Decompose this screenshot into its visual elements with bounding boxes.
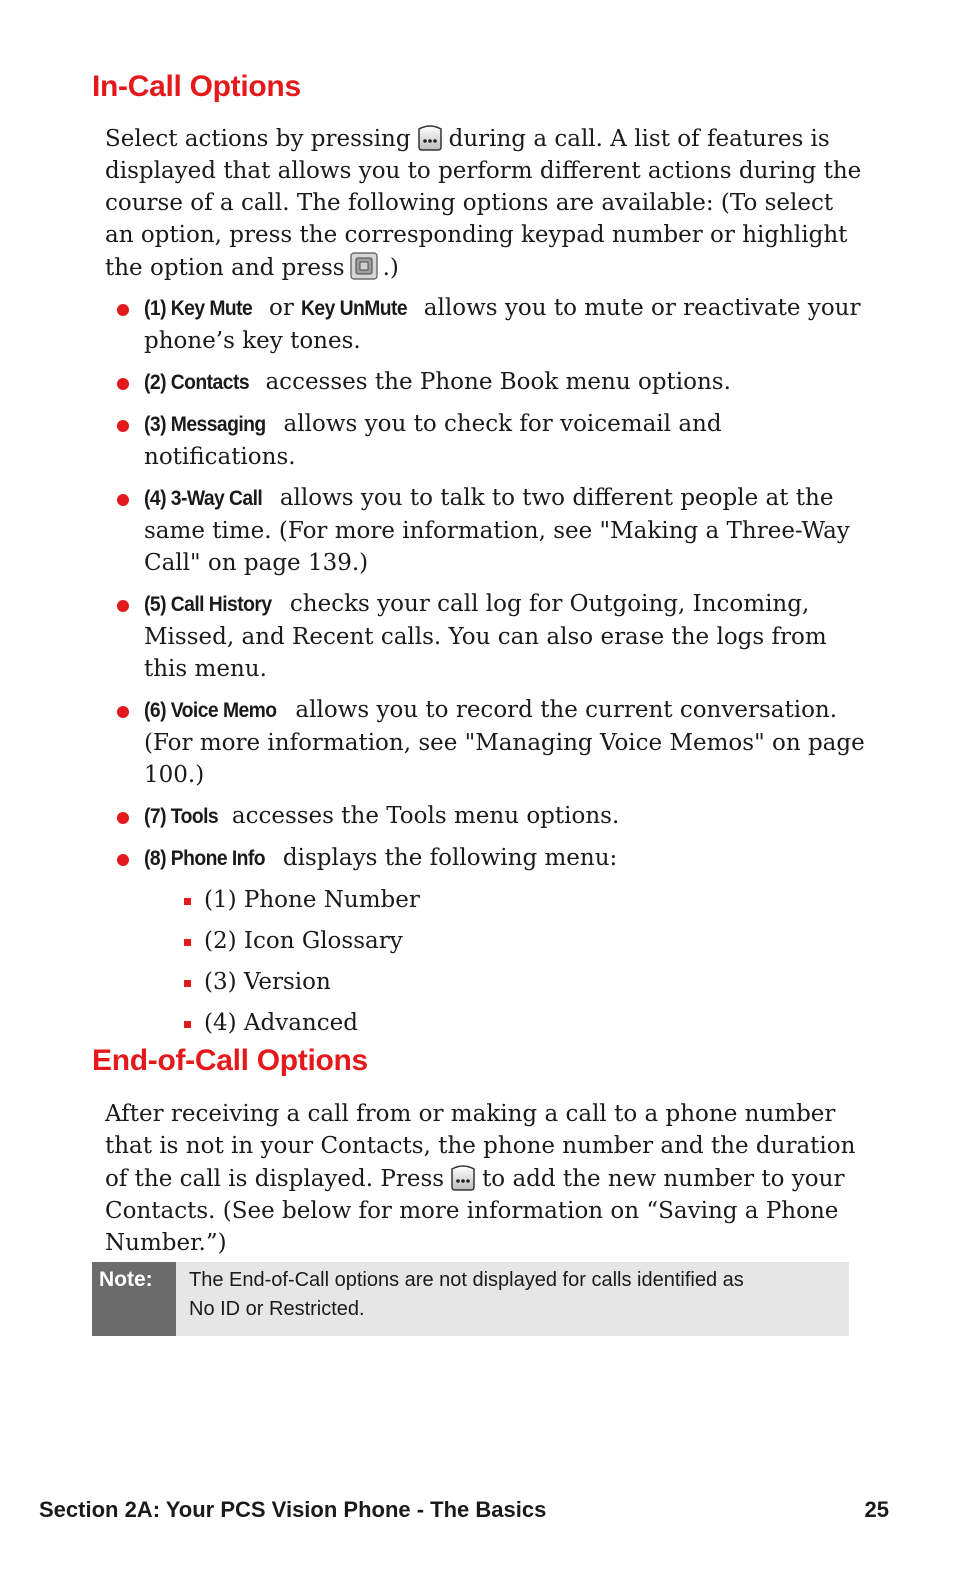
list-item xyxy=(116,482,866,579)
bullet-icon xyxy=(117,854,129,866)
option-description: displays the following menu: xyxy=(282,845,618,871)
bullet-icon xyxy=(117,378,129,390)
list-item xyxy=(116,366,866,399)
submenu-item-label: (1) Phone Number xyxy=(204,887,420,913)
footer-section-title: Section 2A: Your PCS Vision Phone - The Basics xyxy=(39,1497,547,1522)
bullet-icon xyxy=(117,600,129,612)
option-keyword: (8) Phone Info xyxy=(144,847,266,870)
navigation-ok-key-icon xyxy=(349,251,379,281)
submenu-item xyxy=(182,1007,866,1039)
option-description: allows you to record the current conversation. (For more information, see "Managing Voice Memos" on page 100.) xyxy=(144,697,865,788)
intro-text-2: during a call. A list of features is displayed that allows you to perform different actions during the course of a call. The following options are available: (To select an option, press the corresponding keypad number or highlight the option and press xyxy=(105,126,862,281)
option-keyword: (7) Tools xyxy=(144,805,219,828)
list-item xyxy=(116,694,866,791)
page-footer xyxy=(39,1497,889,1523)
option-keyword: (6) Voice Memo xyxy=(144,699,277,722)
intro-text-3: .) xyxy=(382,255,399,281)
submenu-item xyxy=(182,884,866,916)
list-item xyxy=(116,588,866,685)
section-heading-in-call-options: In-Call Options xyxy=(92,70,301,103)
note-text-line: The End-of-Call options are not displayed for calls identified as xyxy=(189,1269,744,1291)
list-item xyxy=(116,292,866,357)
menu-key-icon xyxy=(415,122,445,152)
note-text xyxy=(176,1262,849,1336)
submenu-item-label: (2) Icon Glossary xyxy=(204,928,403,954)
phone-info-submenu-list xyxy=(144,884,866,1039)
option-description: accesses the Phone Book menu options. xyxy=(265,369,731,395)
bullet-icon xyxy=(117,304,129,316)
bullet-icon xyxy=(117,812,129,824)
option-keyword: (2) Contacts xyxy=(144,371,250,394)
option-description: allows you to check for voicemail and notifications. xyxy=(144,411,722,470)
in-call-intro-paragraph xyxy=(105,122,865,284)
note-text-line: No ID or Restricted. xyxy=(189,1298,365,1320)
option-description: accesses the Tools menu options. xyxy=(231,803,620,829)
intro-text-1: Select actions by pressing xyxy=(105,126,411,152)
bullet-icon xyxy=(117,494,129,506)
square-bullet-icon xyxy=(184,898,191,905)
menu-key-icon xyxy=(448,1162,478,1192)
bullet-icon xyxy=(117,420,129,432)
option-description: checks your call log for Outgoing, Incoming, Missed, and Recent calls. You can also erase the logs from this menu. xyxy=(144,591,827,682)
option-connector: or xyxy=(268,295,294,321)
submenu-item-label: (4) Advanced xyxy=(204,1010,358,1036)
list-item xyxy=(116,800,866,833)
note-box xyxy=(92,1262,849,1336)
end-of-call-text-2: to add the new number to your Contacts. (See below for more information on “Saving a Phone Number.”) xyxy=(105,1166,845,1256)
option-keyword: (5) Call History xyxy=(144,593,272,616)
page-number: 25 xyxy=(864,1497,889,1522)
option-keyword: (4) 3-Way Call xyxy=(144,487,263,510)
option-keyword: Key UnMute xyxy=(301,297,408,320)
square-bullet-icon xyxy=(184,939,191,946)
list-item xyxy=(116,408,866,473)
end-of-call-text-1: After receiving a call from or making a call to a phone number that is not in your Contacts, the phone number and the duration of the call is displayed. Press xyxy=(105,1101,856,1192)
end-of-call-paragraph xyxy=(105,1098,865,1259)
note-label: Note: xyxy=(92,1262,176,1336)
option-description: allows you to talk to two different people at the same time. (For more information, see "Making a Three-Way Call" on page 139.) xyxy=(144,485,850,576)
submenu-item xyxy=(182,925,866,957)
list-item xyxy=(116,842,866,1039)
bullet-icon xyxy=(117,706,129,718)
option-keyword: (3) Messaging xyxy=(144,413,266,436)
in-call-options-list xyxy=(116,292,866,1048)
submenu-item-label: (3) Version xyxy=(204,969,331,995)
section-heading-end-of-call-options: End-of-Call Options xyxy=(92,1044,368,1077)
square-bullet-icon xyxy=(184,980,191,987)
option-description: allows you to mute or reactivate your phone’s key tones. xyxy=(144,295,861,354)
submenu-item xyxy=(182,966,866,998)
option-keyword: (1) Key Mute xyxy=(144,297,253,320)
square-bullet-icon xyxy=(184,1021,191,1028)
